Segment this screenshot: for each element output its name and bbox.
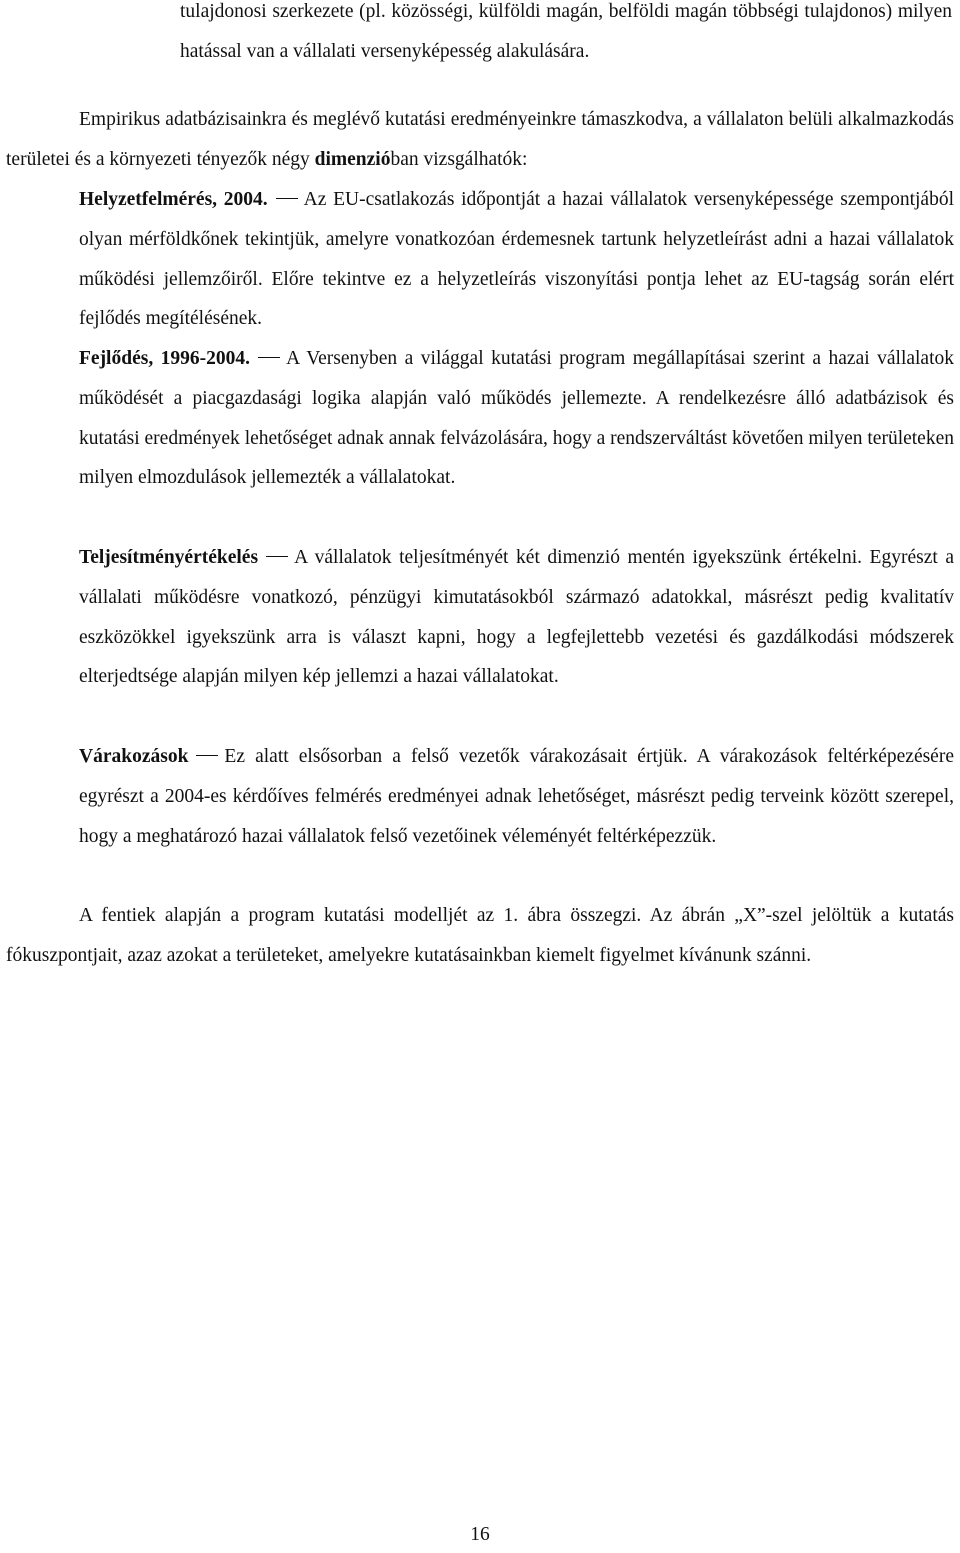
dimensions-text-start: Empirikus adatbázisainkra és meglévő kutatási eredményeinkre támaszkodva, a vállalaton belüli alkalmazkodás területei és a környezeti tényezők négy (6, 109, 954, 170)
item-performance-paragraph (79, 538, 954, 697)
item-situation-heading: Helyzetfelmérés, 2004. (79, 189, 268, 210)
item-expectations-text: Ez alatt elsősorban a felső vezetők várakozásait értjük. A várakozások feltérképezésére egyrészt a 2004-es kérdőíves felmérés eredményei adnak lehetőséget, másrészt pedig terveink között szerepel, hogy a meghatározó hazai vállalatok felső vezetőinek véleményét feltérképezzük. (79, 746, 954, 847)
closing-paragraph: A fentiek alapján a program kutatási modelljét az 1. ábra összegzi. Az ábrán „X”-szel jelöltük a kutatás fókuszpontjait, azaz azokat a területeket, amelyekre kutatásainkban kiemelt figyelmet kívánunk szánni. (6, 905, 954, 966)
item-performance-heading: Teljesítményértékelés (79, 547, 259, 568)
item-performance-text: A vállalatok teljesítményét két dimenzió mentén igyekszünk értékelni. Egyrészt a vállalati működésre vonatkozó, pénzügyi kimutatásokból származó adatokkal, másrészt pedig kvalitatív eszközökkel igyekszünk arra is választ kapni, hogy a legfejlettebb vezetési és gazdálkodási módszerek elterjedtsége alapján milyen kép jellemzi a hazai vállalatokat. (79, 547, 954, 688)
item-expectations-paragraph (79, 737, 954, 856)
dimensions-bold-word: dimenzió (314, 148, 391, 170)
dimensions-paragraph (6, 100, 954, 180)
item-expectations-heading: Várakozások (79, 746, 189, 767)
intro-paragraph: tulajdonosi szerkezete (pl. közösségi, külföldi magán, belföldi magán többségi tulajdonos) milyen hatással van a vállalati versenyképesség alakulására. (180, 1, 952, 62)
item-situation-text: Az EU-csatlakozás időpontját a hazai vállalatok versenyképessége szempontjából olyan mérföldkőnek tekintjük, amelyre vonatkozóan érdemesnek tartunk helyzetleírást adni a hazai vállalatok működési jellemzőiről. Előre tekintve ez a helyzetleírás viszonyítási pontja lehet az EU-tagság során elért fejlődés megítélésének. (79, 189, 954, 330)
item-development-text: A Versenyben a világgal kutatási program megállapításai szerint a hazai vállalatok működését a piacgazdasági logika alapján való működés jellemezte. A rendelkezésre álló adatbázisok és kutatási eredmények lehetőséget adnak annak felvázolására, hogy a rendszerváltást követően milyen területeken milyen elmozdulások jellemezték a vállalatokat. (79, 348, 955, 489)
dash-separator (266, 556, 288, 557)
item-situation-paragraph (79, 180, 954, 339)
dimensions-text-end: ban vizsgálhatók: (390, 148, 528, 170)
page-number: 16 (470, 1524, 490, 1545)
item-development-heading: Fejlődés, 1996-2004. (79, 348, 251, 369)
dash-separator (276, 198, 298, 199)
item-development-paragraph (79, 339, 954, 498)
dash-separator (258, 357, 280, 358)
dash-separator (196, 755, 218, 756)
